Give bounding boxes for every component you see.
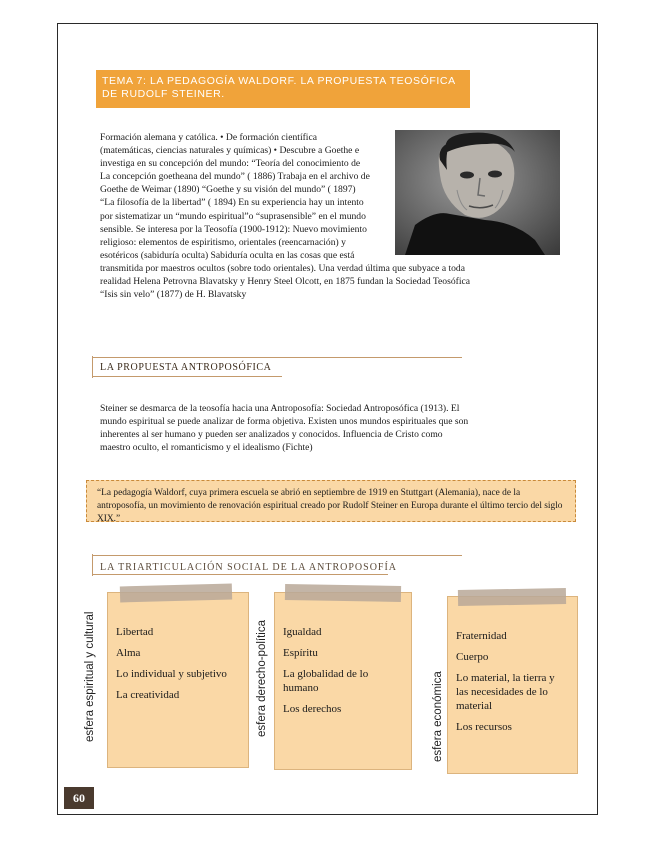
section-heading-antroposofica: LA PROPUESTA ANTROPOSÓFICA [100,362,272,373]
card-item: Lo material, la tierra y las necesidades de lo material [456,672,555,712]
section-rule-2 [92,555,462,556]
sphere-label-cultural: esfera espiritual y cultural [84,611,96,742]
tape-decoration [285,584,401,602]
chapter-title: TEMA 7: LA PEDAGOGÍA WALDORF. LA PROPUESTA TEOSÓFICA DE RUDOLF STEINER. [96,70,470,108]
section-underline-2 [92,574,388,575]
tape-decoration [120,584,232,603]
intro-paragraph [100,131,470,301]
waldorf-quote: “La pedagogía Waldorf, cuya primera escuela se abrió en septiembre de 1919 en Stuttgart (Alemania), nace de la antroposofía, un movimiento de renovación espiritual creado por Rudolf Steiner en Europa durante el último tercio del siglo XIX.” [86,480,576,522]
card-item: Espíritu [283,647,318,659]
section-underline [92,376,282,377]
intro-text: Formación alemana y católica. • De formación científica (matemáticas, ciencias naturales y químicas) • Descubre a Goethe e investiga en su concepción del mundo: “Teoría del conocimiento de La concepción goetheana del mundo” ( 1886) Trabaja en el archivo de Goethe de Weimar (1890) “Goethe y su visión del mundo” ( 1897) “La filosofía de la libertad” ( 1894) En su experiencia hay un intento por sistematizar un “mundo espiritual”o “suprasensible” en el mundo sensible. Se interesa por la Teosofía (1900-1912): Nuevo movimiento religioso: elementos de espiritismo, orientales (reencarnación) y esotéricos (sabiduría oculta) Sabiduría oculta en las cosas que está transmitida por maestros ocultos (sobre todo orientales). Una verdad última que subyace a toda realidad Helena Petrovna Blavatsky y Henry Steel Olcott, en 1875 fundan la Sociedad Teosófica “Isis sin velo” (1877) de H. Blavatsky [100,132,470,301]
sphere-card-cultural [107,592,249,768]
portrait-spacer [370,131,470,253]
card-item: Libertad [116,626,154,638]
card-item: Fraternidad [456,630,507,642]
card-item: Igualdad [283,626,322,638]
page-number: 60 [64,787,94,809]
card-item: Alma [116,647,141,659]
section-rule-vertical [92,356,93,378]
section-heading-triarticulacion: LA TRIARTICULACIÓN SOCIAL DE LA ANTROPOSOFÍA [100,562,398,573]
card-item: Los derechos [283,703,342,715]
card-item: La creatividad [116,689,180,701]
sphere-label-politica: esfera derecho-política [256,620,268,737]
sphere-card-politica [274,592,412,770]
card-item: Los recursos [456,721,512,733]
sphere-card-economica [447,596,578,774]
card-item: Cuerpo [456,651,489,663]
section-rule-vertical-2 [92,554,93,576]
section-rule [92,357,462,358]
sphere-label-economica: esfera económica [432,671,444,762]
card-item: La globalidad de lo humano [283,668,369,694]
card-item: Lo individual y subjetivo [116,668,227,680]
tape-decoration [458,588,566,606]
antroposofia-paragraph: Steiner se desmarca de la teosofía hacia una Antroposofía: Sociedad Antroposófica (1913). El mundo espiritual se puede analizar de forma objetiva. Existen unos mundos espirituales que son inherentes al ser humano y pueden ser analizados y conocidos. Influencia de Cristo como maestro oculto, el romanticismo y el idealismo (Fichte) [100,403,469,454]
